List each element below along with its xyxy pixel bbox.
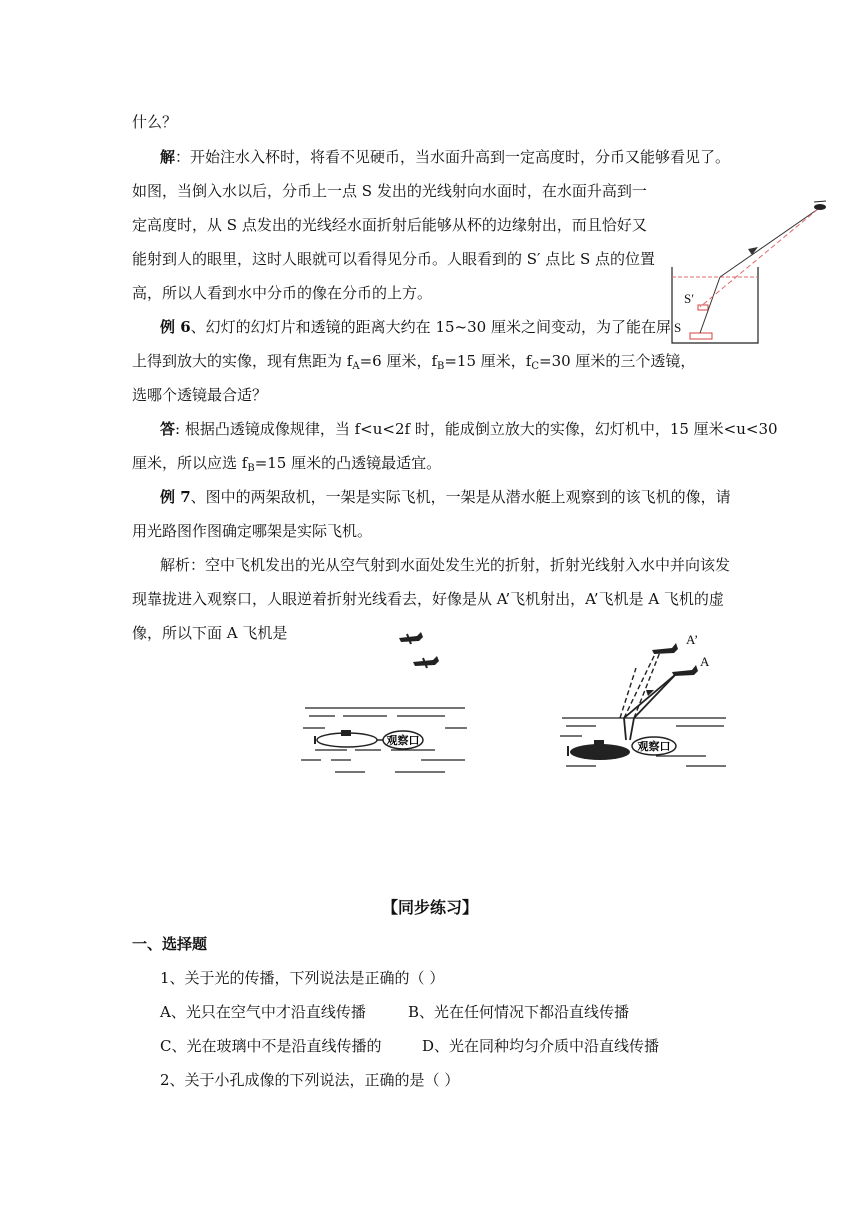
example-6-line-1: 例 6、幻灯的幻灯片和透镜的距离大约在 15~30 厘米之间变动，为了能在屏 [160,318,671,336]
solution-5-line-1: 解：开始注水入杯时，将看不见硬币，当水面升高到一定高度时，分币又能够看见了。 [160,148,731,166]
cup-refraction-figure [660,195,840,355]
part-one-title: 一、选择题 [132,935,208,953]
solution-7-line-2: 现靠拢进入观察口，人眼逆着折射光线看去，好像是从 A’飞机射出，A’飞机是 A 飞机的虚 [132,590,724,608]
label-a: A [700,654,710,669]
solution-5-line-4: 能射到人的眼里，这时人眼就可以看得见分币。人眼看到的 S′ 点比 S 点的位置 [132,250,656,268]
section-title: 【同步练习】 [381,898,478,917]
submarine-icon [568,740,630,760]
example-6-label: 例 6 [160,318,191,336]
question-tail: 什么？ [132,113,178,131]
observation-port-label: 观察口 [386,734,420,747]
question-1-option-d: D、光在同种均匀介质中沿直线传播 [422,1037,660,1055]
answer-label: 答 [160,420,176,438]
submarine-figure-right [556,628,736,778]
submarine-figure-left [295,628,475,778]
plane-icon [399,632,423,644]
observation-port-label: 观察口 [637,740,671,753]
example-7-label: 例 7 [160,488,191,506]
solution-5-line-5: 高，所以人看到水中分币的像在分币的上方。 [132,284,433,302]
submarine-icon [315,730,385,747]
solution-label: 解 [160,148,176,166]
solution-7-line-3: 像，所以下面 A 飞机是 [132,624,288,642]
solution-7-line-1: 解析：空中飞机发出的光从空气射到水面处发生光的折射，折射光线射入水中并向该发 [160,556,731,574]
solution-5-line-2: 如图，当倒入水以后，分币上一点 S 发出的光线射向水面时，在水面升高到一 [132,182,647,200]
example-6-line-3: 选哪个透镜最合适？ [132,386,268,404]
question-2-stem: 2、关于小孔成像的下列说法，正确的是（ ） [160,1071,460,1089]
label-s: S [674,320,682,335]
example-7-line-1: 例 7、图中的两架敌机，一架是实际飞机，一架是从潜水艇上观察到的该飞机的像，请 [160,488,731,506]
question-1-option-c: C、光在玻璃中不是沿直线传播的 [160,1037,382,1055]
example-6-line-2: 上得到放大的实像，现有焦距为 $f_A=6$ 厘米，$f_B=15$ 厘米，$f_C=30$ 厘米的三个透镜， [132,352,696,372]
label-s-prime: S′ [684,291,695,306]
label-a-prime: A’ [686,632,699,647]
answer-6-line-2: 厘米，所以应选 $f_B=15$ 厘米的凸透镜最适宜。 [132,454,442,474]
question-1-option-a: A、光只在空气中才沿直线传播 [160,1003,366,1021]
example-7-line-2: 用光路图作图确定哪架是实际飞机。 [132,522,373,540]
question-1-stem: 1、关于光的传播，下列说法是正确的（ ） [160,969,445,987]
question-1-option-b: B、光在任何情况下都沿直线传播 [408,1003,630,1021]
plane-icon [413,656,439,668]
solution-5-line-3: 定高度时，从 S 点发出的光线经水面折射后能够从杯的边缘射出，而且恰好又 [132,216,647,234]
answer-6-line-1: 答: 根据凸透镜成像规律，当 f<u<2f 时，能成倒立放大的实像，幻灯机中，15 厘米<u<30 [160,420,778,438]
